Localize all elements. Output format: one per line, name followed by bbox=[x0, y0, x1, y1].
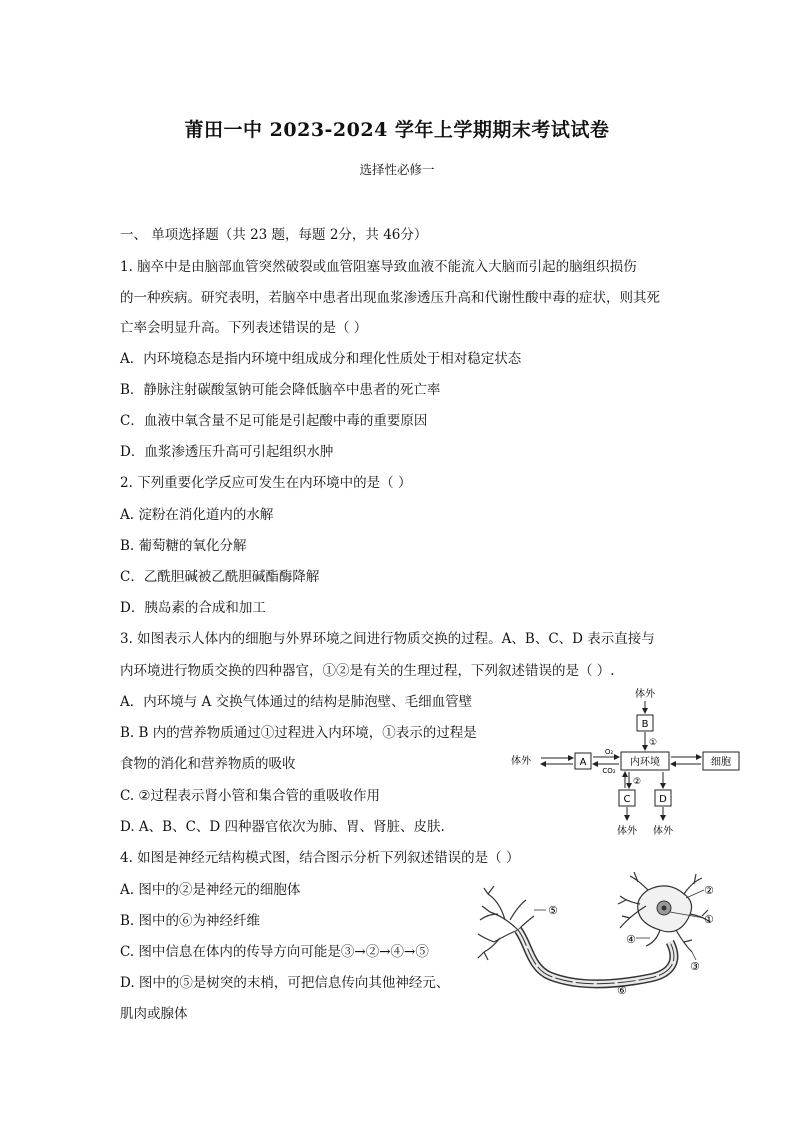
page-subtitle: 选择性必修一 bbox=[359, 162, 435, 177]
box-b-label: B bbox=[641, 719, 649, 730]
box-d-label: D bbox=[659, 794, 667, 805]
o2-label: O₂ bbox=[604, 748, 614, 756]
q1-stem-line1: 1. 脑卒中是由脑部血管突然破裂或血管阻塞导致血液不能流入大脑而引起的脑组织损伤 bbox=[120, 259, 637, 275]
q1-option-a: A．内环境稳态是指内环境中组成成分和理化性质处于相对稳定状态 bbox=[120, 351, 522, 367]
label-4: ④ bbox=[626, 933, 636, 946]
q3-option-b-line1: B. B 内的营养物质通过①过程进入内环境，①表示的过程是 bbox=[120, 725, 477, 741]
q2-option-b: B. 葡萄糖的氧化分解 bbox=[120, 538, 247, 554]
q4-option-b: B. 图中的⑥为神经纤维 bbox=[120, 913, 261, 929]
q3-stem-line1: 3. 如图表示人体内的细胞与外界环境之间进行物质交换的过程。A、B、C、D 表示直接与 bbox=[120, 631, 655, 647]
cell-body bbox=[638, 886, 692, 932]
label-2: ② bbox=[704, 884, 714, 897]
q2-option-d: D．胰岛素的合成和加工 bbox=[120, 600, 266, 616]
q3-option-a: A．内环境与 A 交换气体通过的结构是肺泡壁、毛细血管壁 bbox=[120, 694, 473, 710]
cell-label: 细胞 bbox=[711, 757, 731, 768]
q3-option-c: C. ②过程表示肾小管和集合管的重吸收作用 bbox=[120, 788, 381, 804]
page-title: 莆田一中 2023-2024 学年上学期期末考试试卷 bbox=[184, 119, 610, 141]
label-6: ⑥ bbox=[617, 984, 627, 997]
q4-option-d-line2: 肌肉或腺体 bbox=[120, 1006, 188, 1022]
q3-option-d: D. A、B、C、D 四种器官依次为肺、胃、肾脏、皮肤. bbox=[120, 819, 445, 835]
box-a-label: A bbox=[579, 757, 587, 768]
internal-environment-label: 内环境 bbox=[630, 757, 660, 768]
q1-stem-line3: 亡率会明显升高。下列表述错误的是（ ） bbox=[120, 320, 368, 336]
label-5: ⑤ bbox=[548, 904, 558, 917]
step-2-label: ② bbox=[633, 777, 642, 787]
label-1: ① bbox=[704, 913, 714, 926]
q4-option-c: C. 图中信息在体内的传导方向可能是③→②→④→⑤ bbox=[120, 944, 429, 960]
diagram-outside-top: 体外 bbox=[635, 689, 655, 700]
q3-stem-line2: 内环境进行物质交换的四种器官，①②是有关的生理过程，下列叙述错误的是（ ）. bbox=[120, 663, 615, 679]
step-1-label: ① bbox=[649, 738, 658, 748]
q4-stem: 4. 如图是神经元结构模式图，结合图示分析下列叙述错误的是（ ） bbox=[120, 850, 520, 866]
material-exchange-diagram bbox=[505, 684, 750, 840]
q2-option-a: A. 淀粉在消化道内的水解 bbox=[120, 507, 274, 523]
q1-stem-line2: 的一种疾病。研究表明，若脑卒中患者出现血浆渗透压升高和代谢性酸中毒的症状，则其死 bbox=[120, 290, 660, 306]
q1-option-c: C．血液中氧含量不足可能是引起酸中毒的重要原因 bbox=[120, 413, 428, 429]
neuron-diagram bbox=[470, 872, 725, 998]
diagram-outside-c: 体外 bbox=[617, 826, 637, 837]
q3-option-b-line2: 食物的消化和营养物质的吸收 bbox=[120, 756, 296, 772]
co2-label: CO₂ bbox=[602, 767, 616, 775]
section-heading: 一、 单项选择题（共 23 题，每题 2分，共 46分） bbox=[120, 227, 428, 243]
q2-stem: 2. 下列重要化学反应可发生在内环境中的是（ ） bbox=[120, 475, 412, 491]
label-3: ③ bbox=[690, 960, 700, 973]
q4-option-a: A. 图中的②是神经元的细胞体 bbox=[120, 882, 301, 898]
q1-option-b: B．静脉注射碳酸氢钠可能会降低脑卒中患者的死亡率 bbox=[120, 382, 441, 398]
q1-option-d: D．血浆渗透压升高可引起组织水肿 bbox=[120, 444, 334, 460]
diagram-outside-d: 体外 bbox=[653, 826, 673, 837]
diagram-outside-left: 体外 bbox=[511, 756, 531, 767]
box-c-label: C bbox=[623, 794, 631, 805]
nerve-fiber bbox=[518, 930, 674, 984]
q4-option-d-line1: D. 图中的⑤是树突的末梢，可把信息传向其他神经元、 bbox=[120, 975, 450, 991]
q2-option-c: C．乙酰胆碱被乙酰胆碱酯酶降解 bbox=[120, 569, 320, 585]
